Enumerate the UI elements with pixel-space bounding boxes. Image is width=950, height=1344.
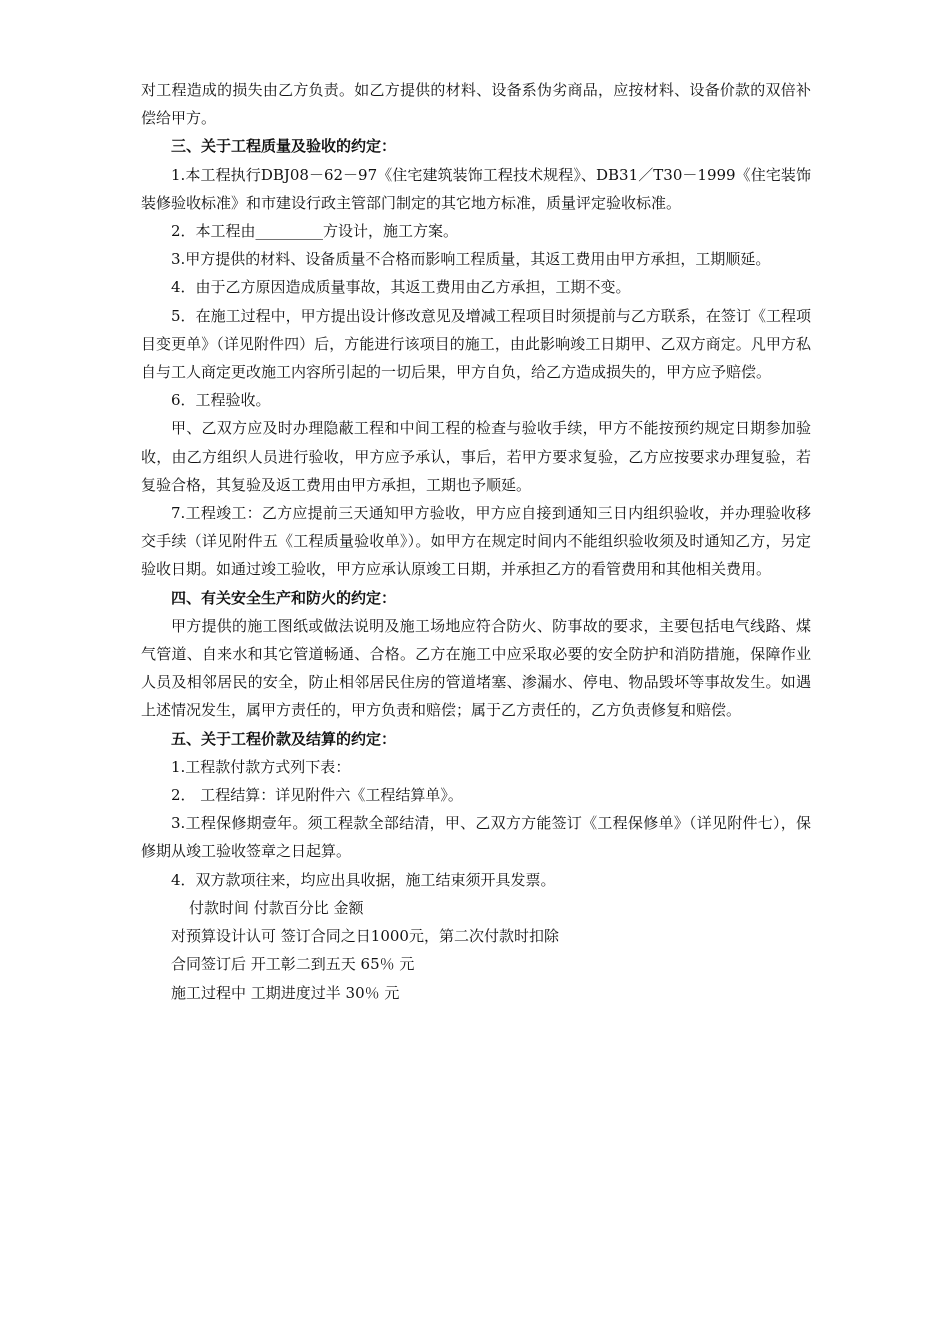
document-body [141,76,811,1007]
paragraph: 甲、乙双方应及时办理隐蔽工程和中间工程的检查与验收手续，甲方不能按预约规定日期参加验收，由乙方组织人员进行验收，甲方应予承认，事后，若甲方要求复验，乙方应按要求办理复验，若复验合格，其复验及返工费用由甲方承担，工期也予顺延。 [141,419,811,494]
paragraph: 7.工程竣工：乙方应提前三天通知甲方验收，甲方应自接到通知三日内组织验收，并办理验收移交手续（详见附件五《工程质量验收单》）。如甲方在规定时间内不能组织验收须及时通知乙方，另定验收日期。如通过竣工验收，甲方应承认原竣工日期，并承担乙方的看管费用和其他相关费用。 [141,504,811,579]
paragraph: 4．由于乙方原因造成质量事故，其返工费用由乙方承担，工期不变。 [171,278,631,297]
paragraph: 3.工程保修期壹年。须工程款全部结清，甲、乙双方方能签订《工程保修单》（详见附件七），保修期从竣工验收签章之日起算。 [141,814,811,861]
paragraph: 6．工程验收。 [171,391,271,410]
paragraph: 对工程造成的损失由乙方负责。如乙方提供的材料、设备系伪劣商品，应按材料、设备价款的双倍补偿给甲方。 [141,81,811,128]
paragraph: 甲方提供的施工图纸或做法说明及施工场地应符合防火、防事故的要求，主要包括电气线路、煤气管道、自来水和其它管道畅通、合格。乙方在施工中应采取必要的安全防护和消防措施，保障作业人员及相邻居民的安全，防止相邻居民住房的管道堵塞、渗漏水、停电、物品毁坏等事故发生。如遇上述情况发生，属甲方责任的，甲方负责和赔偿；属于乙方责任的，乙方负责修复和赔偿。 [141,616,811,720]
payment-table-header: 付款时间 付款百分比 金额 [189,898,364,917]
paragraph: 4．双方款项往来，均应出具收据，施工结束须开具发票。 [171,870,556,889]
paragraph: 1.本工程执行DBJ08－62－97《住宅建筑装饰工程技术规程》、DB31／T30－1999《住宅装饰装修验收标准》和市建设行政主管部门制定的其它地方标准，质量评定验收标准。 [141,165,811,212]
paragraph: 3.甲方提供的材料、设备质量不合格而影响工程质量，其返工费用由甲方承担，工期顺延。 [171,250,771,269]
payment-table-row: 对预算设计认可 签订合同之日1000元，第二次付款时扣除 [171,927,559,946]
paragraph: 2．本工程由_________方设计，施工方案。 [171,222,459,241]
section-heading: 三、关于工程质量及验收的约定： [171,137,397,156]
section-heading: 四、有关安全生产和防火的约定： [171,588,397,607]
payment-table-row: 合同签订后 开工彰二到五天 65％ 元 [171,955,415,974]
payment-table-row: 施工过程中 工期进度过半 30％ 元 [171,983,400,1002]
paragraph: 5．在施工过程中，甲方提出设计修改意见及增减工程项目时须提前与乙方联系，在签订《工程项目变更单》（详见附件四）后，方能进行该项目的施工，由此影响竣工日期甲、乙双方商定。凡甲方私自与工人商定更改施工内容所引起的一切后果，甲方自负，给乙方造成损失的，甲方应予赔偿。 [141,306,811,382]
paragraph: 1.工程款付款方式列下表： [171,757,351,776]
section-heading: 五、关于工程价款及结算的约定： [171,729,397,748]
paragraph: 2． 工程结算：详见附件六《工程结算单》。 [171,786,463,805]
